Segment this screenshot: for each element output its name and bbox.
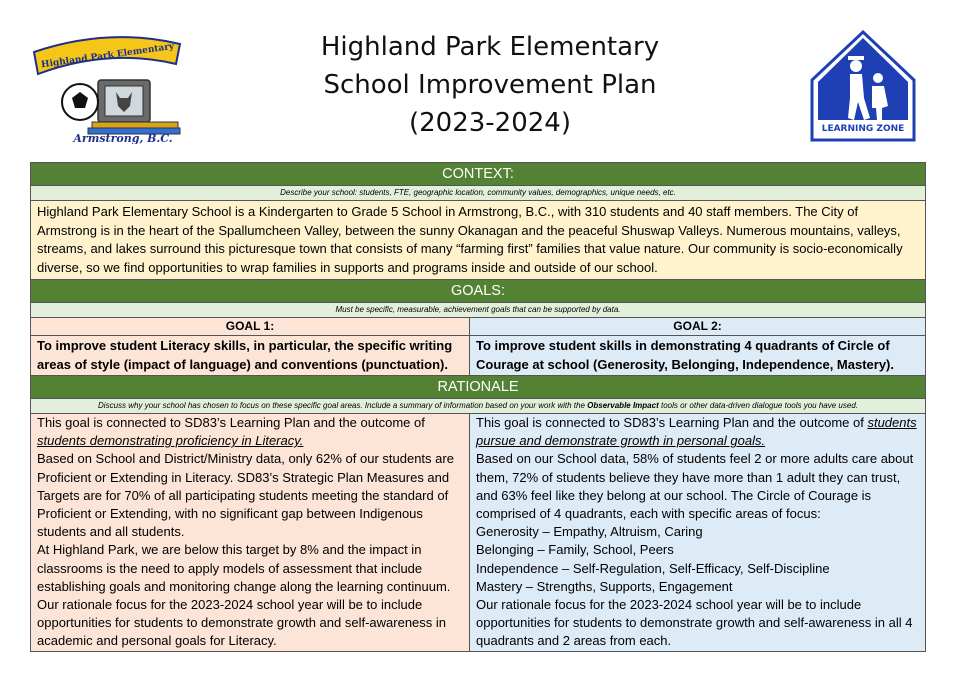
rationale-2-paragraph-3: Our rationale focus for the 2023-2024 school year will be to include opportunities for students to demonstrate growth and self-awareness in all 4 quadrants and 2 areas from each.: [476, 597, 913, 649]
rationale-instructions: Discuss why your school has chosen to focus on these specific goal areas. Include a summary of information based on your work with the Observable Impact tools or other data-driven dialogue tools you have used.: [31, 399, 926, 414]
rationale-1-paragraph-3: At Highland Park, we are below this target by 8% and the impact in classrooms is the need to apply models of assessment that include establishing goals and monitoring change along the learning continuum. Our rationale focus for the 2023-2024 school year will be to include opportunities for students to demonstrate growth and self-awareness in academic and personal goals for Literacy.: [37, 542, 451, 649]
rationale-goal-2: [470, 414, 926, 652]
school-logo: [28, 22, 188, 144]
quadrant-mastery: Mastery – Strengths, Supports, Engagement: [476, 578, 733, 594]
goal-1-label: GOAL 1:: [31, 318, 470, 336]
context-instructions: Describe your school: students, FTE, geographic location, community values, demographics, unique needs, etc.: [31, 186, 926, 201]
goal-1-text: To improve student Literacy skills, in particular, the specific writing areas of style (impact of language) and conventions (punctuation).: [31, 336, 470, 376]
rationale-goal-1: [31, 414, 470, 652]
context-body: Highland Park Elementary School is a Kindergarten to Grade 5 School in Armstrong, B.C., with 310 students and 40 staff members. The City of Armstrong is in the heart of the Spallumcheen Valley, between the sunny Okanagan and the peaceful Shuswap Valleys. Numerous mountains, valleys, streams, and lakes surround this picturesque town that consists of many “farming first” families that value nature. Our community is socio-economically diverse, so we find opportunities to wrap families in supports and programs inside and outside of our school.: [31, 201, 926, 280]
goal-2-text: To improve student skills in demonstrating 4 quadrants of Circle of Courage at school (Generosity, Belonging, Independence, Mastery).: [470, 336, 926, 376]
goals-heading: GOALS:: [31, 280, 926, 303]
goal-2-label: GOAL 2:: [470, 318, 926, 336]
learning-zone-sign: [808, 28, 918, 144]
rationale-1-paragraph-2: Based on School and District/Ministry data, only 62% of our students are Proficient or Extending in Literacy. SD83’s Strategic Plan Measures and Targets are for 70% of all participating students meeting the standard of Proficient or Extending, with no significant gap between Indigenous students and all students.: [37, 451, 454, 540]
rationale-heading: RATIONALE: [31, 376, 926, 399]
quadrant-belonging: Belonging – Family, School, Peers: [476, 542, 674, 558]
title-line-2: School Improvement Plan: [323, 70, 657, 100]
quadrant-independence: Independence – Self-Regulation, Self-Efficacy, Self-Discipline: [476, 560, 830, 576]
rationale-2-paragraph-2: Based on our School data, 58% of students feel 2 or more adults care about them, 72% of students believe they have more than 1 adult they can trust, and 63% feel like they belong at our school. The Circle of Courage is comprised of 4 quadrants, each with specific areas of focus:: [476, 451, 914, 522]
goals-instructions: Must be specific, measurable, achievement goals that can be supported by data.: [31, 303, 926, 318]
context-heading: CONTEXT:: [31, 163, 926, 186]
quadrant-generosity: Generosity – Empathy, Altruism, Caring: [476, 524, 703, 540]
title-line-1: Highland Park Elementary: [320, 32, 660, 62]
svg-text:Highland Park Elementary: Highland Park Elementary: [40, 41, 175, 71]
svg-text:Armstrong, B.C.: Armstrong, B.C.: [73, 132, 173, 144]
rationale-1-paragraph-1: This goal is connected to SD83’s Learning Plan and the outcome of students demonstrating proficiency in Literacy.: [37, 415, 425, 449]
svg-text:LEARNING ZONE: LEARNING ZONE: [821, 124, 905, 134]
rationale-2-paragraph-1: This goal is connected to SD83’s Learning Plan and the outcome of students pursue and demonstrate growth in personal goals.: [476, 415, 917, 449]
document-title: [260, 28, 720, 142]
improvement-plan-table: [30, 162, 926, 652]
title-line-3: (2023-2024): [408, 108, 571, 138]
